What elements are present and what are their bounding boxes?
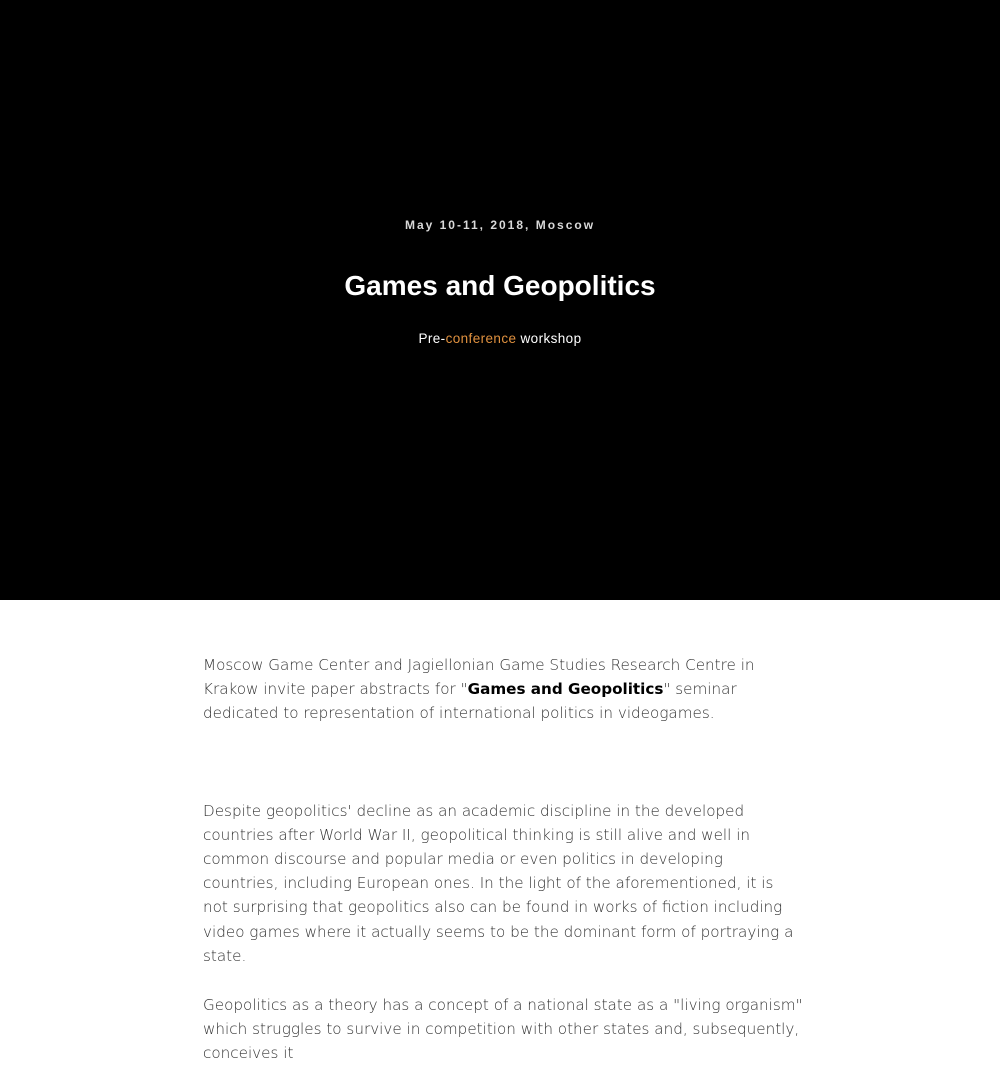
intro-seminar-name: Games and Geopolitics — [467, 680, 664, 699]
body-paragraph: Geopolitics as a theory has a concept of a national state as a "living organism" which struggles to survive in competition with other states and, subsequently, conceives it — [203, 996, 803, 1063]
subtitle-suffix: workshop — [516, 331, 582, 346]
page-title: Games and Geopolitics — [344, 270, 656, 301]
intro-text-before: Moscow Game Center and Jagiellonian Game Studies Research Centre in Krakow invite paper abstracts for " — [203, 656, 755, 699]
event-date: May 10-11, 2018, Moscow — [404, 218, 596, 232]
subtitle-accent: conference — [445, 331, 517, 346]
subtitle-prefix: Pre- — [418, 331, 446, 346]
event-subtitle — [0, 331, 1000, 346]
body-paragraph: Despite geopolitics' decline as an academic discipline in the developed countries after World War II, geopolitical thinking is still alive and well in common discourse and popular media or even politics in developing countries, including European ones. In the light of the aforementioned, it is not surprising that geopolitics also can be found in works of fiction including video games where it actually seems to be the dominant form of portraying a state. — [203, 801, 794, 965]
intro-paragraph — [203, 653, 803, 726]
main-content — [203, 653, 803, 1091]
intro-text-after: " seminar dedicated to representation of international politics in videogames. — [203, 680, 737, 723]
